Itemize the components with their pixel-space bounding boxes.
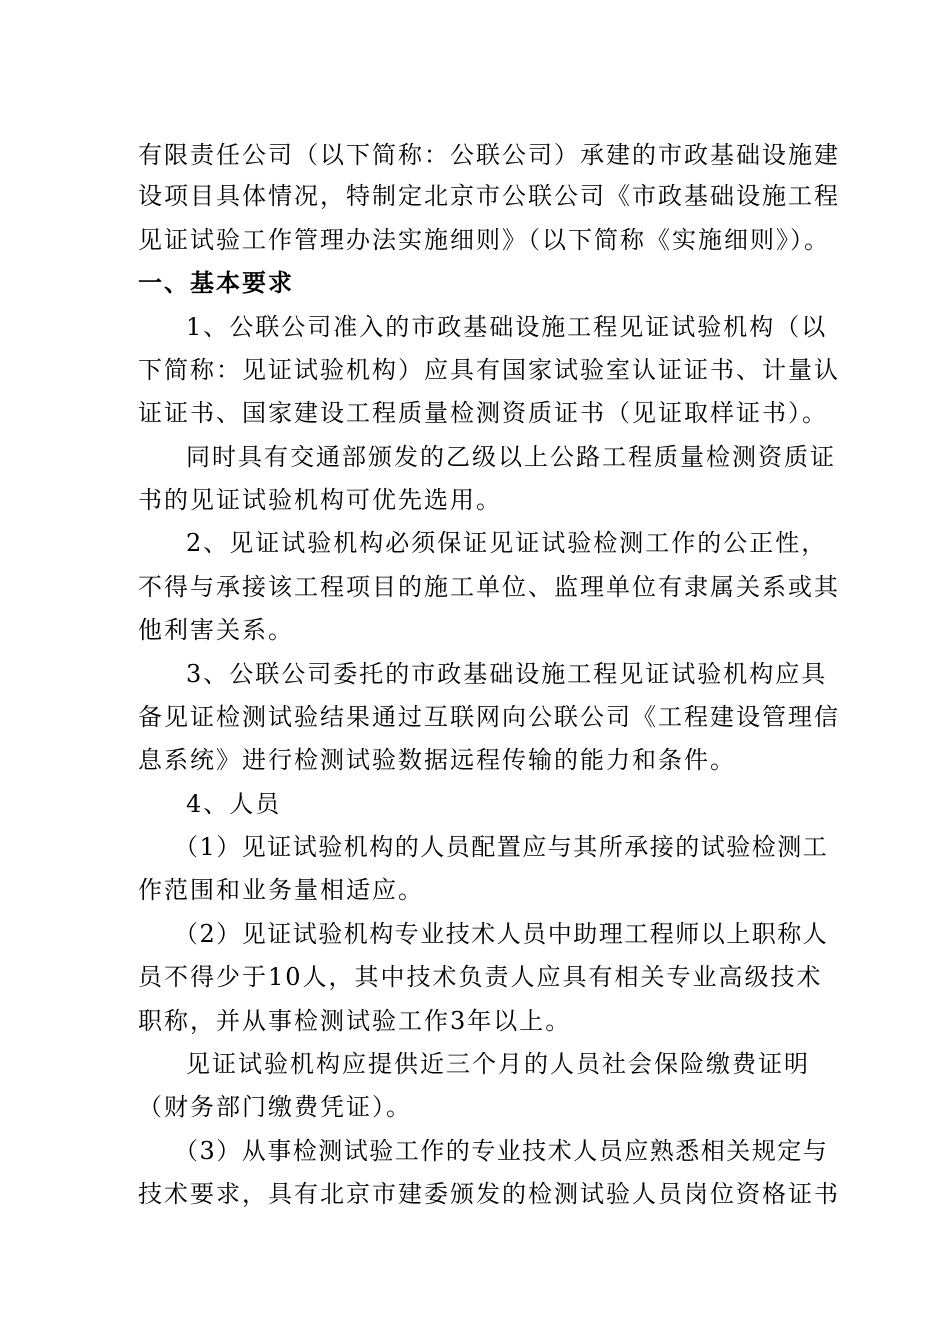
- text-line: （财务部门缴费凭证）。: [138, 1093, 412, 1121]
- text-line: 书的见证试验机构可优先选用。: [138, 486, 502, 514]
- text-line: 证证书、国家建设工程质量检测资质证书（见证取样证书）。: [138, 399, 828, 427]
- text-line: （3）从事检测试验工作的专业技术人员应熟悉相关规定与: [174, 1137, 829, 1165]
- text-line: 息系统》进行检测试验数据远程传输的能力和条件。: [138, 746, 736, 774]
- text-line: 备见证检测试验结果通过互联网向公联公司《工程建设管理信: [138, 703, 840, 731]
- text-line: 同时具有交通部颁发的乙级以上公路工程质量检测资质证: [186, 443, 836, 471]
- text-line: （1）见证试验机构的人员配置应与其所承接的试验检测工: [174, 833, 829, 861]
- text-line: （2）见证试验机构专业技术人员中助理工程师以上职称人: [174, 920, 829, 948]
- text-line: 技术要求，具有北京市建委颁发的检测试验人员岗位资格证书: [138, 1180, 840, 1208]
- text-line: 下简称：见证试验机构）应具有国家试验室认证证书、计量认: [138, 356, 840, 384]
- text-line: 2、见证试验机构必须保证见证试验检测工作的公正性，: [186, 529, 828, 557]
- text-line: 作范围和业务量相适应。: [138, 876, 424, 904]
- text-line: 见证试验工作管理办法实施细则》（以下简称《实施细则》）。: [138, 226, 830, 254]
- text-line: 4、人员: [186, 790, 282, 818]
- text-line: 有限责任公司（以下简称：公联公司）承建的市政基础设施建: [138, 141, 840, 169]
- text-line: 他利害关系。: [138, 616, 294, 644]
- section-heading: 一、基本要求: [138, 269, 294, 297]
- text-line: 见证试验机构应提供近三个月的人员社会保险缴费证明: [186, 1050, 810, 1078]
- text-line: 职称，并从事检测试验工作3年以上。: [138, 1007, 572, 1035]
- text-line: 设项目具体情况，特制定北京市公联公司《市政基础设施工程: [138, 182, 840, 210]
- text-line: 员不得少于10人，其中技术负责人应具有相关专业高级技术: [138, 963, 823, 991]
- text-line: 3、公联公司委托的市政基础设施工程见证试验机构应具: [186, 660, 828, 688]
- text-line: 1、公联公司准入的市政基础设施工程见证试验机构（以: [186, 313, 828, 341]
- text-line: 不得与承接该工程项目的施工单位、监理单位有隶属关系或其: [138, 573, 840, 601]
